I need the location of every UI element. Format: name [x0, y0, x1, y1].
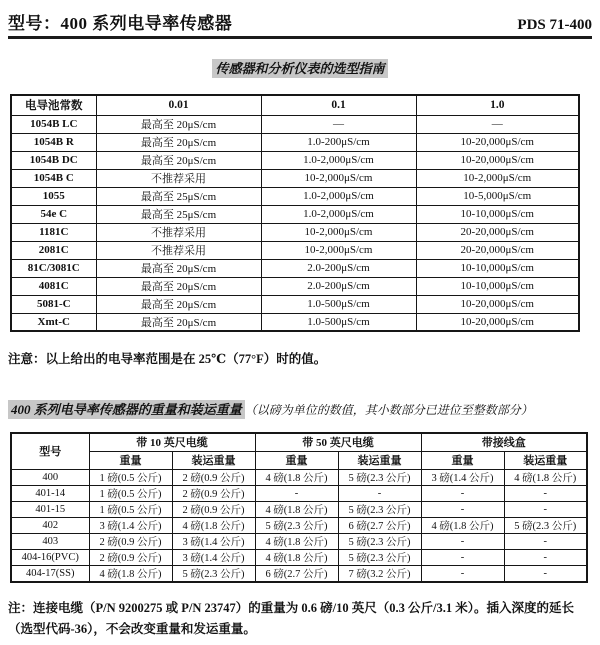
col-header-model: 型号 [11, 433, 89, 469]
cell: 5 磅(2.3 公斤) [338, 501, 421, 517]
cell: 1.0-200μS/cm [261, 133, 416, 151]
cell: 2 磅(0.9 公斤) [172, 501, 255, 517]
cell: 4 磅(1.8 公斤) [89, 565, 172, 582]
cell: 4 磅(1.8 公斤) [255, 501, 338, 517]
model-cell: 401-15 [11, 501, 89, 517]
cell: 3 磅(1.4 公斤) [421, 469, 504, 485]
cell: - [421, 565, 504, 582]
section1-title-wrap [0, 58, 600, 78]
model-cell: 403 [11, 533, 89, 549]
weight-table [10, 432, 588, 583]
cell: 1 磅(0.5 公斤) [89, 501, 172, 517]
group-header-10ft-cable: 带 10 英尺电缆 [89, 433, 255, 451]
model-cell: 1055 [11, 187, 96, 205]
cell: 2 磅(0.9 公斤) [89, 533, 172, 549]
cell: 10-20,000μS/cm [416, 151, 579, 169]
model-cell: 1054B C [11, 169, 96, 187]
model-cell: 404-17(SS) [11, 565, 89, 582]
cell: 最高至 25μS/cm [96, 187, 261, 205]
cell: 最高至 20μS/cm [96, 277, 261, 295]
table-row [11, 205, 579, 223]
table-row [11, 277, 579, 295]
cell: 4 磅(1.8 公斤) [255, 549, 338, 565]
table-row [11, 259, 579, 277]
model-cell: Xmt-C [11, 313, 96, 331]
model-cell: 54e C [11, 205, 96, 223]
table-row [11, 115, 579, 133]
table-row [11, 469, 587, 485]
model-cell: 1054B R [11, 133, 96, 151]
subheader-shipping-weight: 装运重量 [172, 451, 255, 469]
cell: - [504, 565, 587, 582]
cell: - [421, 549, 504, 565]
cell: 5 磅(2.3 公斤) [172, 565, 255, 582]
subheader-shipping-weight: 装运重量 [338, 451, 421, 469]
model-cell: 402 [11, 517, 89, 533]
cell: 最高至 20μS/cm [96, 313, 261, 331]
section1-title: 传感器和分析仪表的选型指南 [212, 59, 387, 78]
group-header-50ft-cable: 带 50 英尺电缆 [255, 433, 421, 451]
table-row [11, 241, 579, 259]
header-rule [8, 36, 592, 39]
cell: 3 磅(1.4 公斤) [172, 533, 255, 549]
cell: 10-10,000μS/cm [416, 205, 579, 223]
cell: 4 磅(1.8 公斤) [504, 469, 587, 485]
table-row [11, 223, 579, 241]
col-header-cell-constant: 电导池常数 [11, 95, 96, 115]
model-cell: 2081C [11, 241, 96, 259]
model-cell: 400 [11, 469, 89, 485]
cell: 10-2,000μS/cm [261, 169, 416, 187]
cell: 7 磅(3.2 公斤) [338, 565, 421, 582]
cell: 1 磅(0.5 公斤) [89, 485, 172, 501]
cell: 最高至 20μS/cm [96, 133, 261, 151]
document-header [8, 9, 592, 34]
cell: 不推荐采用 [96, 169, 261, 187]
table-row [11, 549, 587, 565]
cell: 10-2,000μS/cm [261, 223, 416, 241]
cell: 最高至 20μS/cm [96, 259, 261, 277]
cell: 5 磅(2.3 公斤) [338, 533, 421, 549]
cell: 最高至 25μS/cm [96, 205, 261, 223]
cell: 4 磅(1.8 公斤) [255, 533, 338, 549]
cell: - [504, 485, 587, 501]
cell: 10-2,000μS/cm [261, 241, 416, 259]
cell: 4 磅(1.8 公斤) [255, 469, 338, 485]
cell: 20-20,000μS/cm [416, 223, 579, 241]
cell: 5 磅(2.3 公斤) [255, 517, 338, 533]
model-cell: 81C/3081C [11, 259, 96, 277]
cell: 6 磅(2.7 公斤) [255, 565, 338, 582]
model-cell: 4081C [11, 277, 96, 295]
cell: — [416, 115, 579, 133]
subheader-weight: 重量 [89, 451, 172, 469]
cell: - [421, 485, 504, 501]
cell: 5 磅(2.3 公斤) [338, 469, 421, 485]
subheader-shipping-weight: 装运重量 [504, 451, 587, 469]
cell: - [504, 533, 587, 549]
table-row [11, 295, 579, 313]
model-cell: 404-16(PVC) [11, 549, 89, 565]
cell: 5 磅(2.3 公斤) [338, 549, 421, 565]
cell: - [421, 533, 504, 549]
cable-weight-note: 注：连接电缆（P/N 9200275 或 P/N 23747）的重量为 0.6 磅/10 英尺（0.3 公斤/3.1 米）。插入深度的延长（选型代码-36），不会改变重量和发运重量。 [8, 601, 574, 636]
cell: 2 磅(0.9 公斤) [89, 549, 172, 565]
cell: 10-10,000μS/cm [416, 277, 579, 295]
cell: 最高至 20μS/cm [96, 295, 261, 313]
section2-title-rest: （以磅为单位的数值，其小数部分已进位至整数部分） [244, 403, 533, 417]
cell: 4 磅(1.8 公斤) [172, 517, 255, 533]
cell: 10-20,000μS/cm [416, 313, 579, 331]
cell: 1 磅(0.5 公斤) [89, 469, 172, 485]
cell: - [504, 549, 587, 565]
cell: 2.0-200μS/cm [261, 277, 416, 295]
cell: 5 磅(2.3 公斤) [504, 517, 587, 533]
col-header-0.1: 0.1 [261, 95, 416, 115]
table-row [11, 501, 587, 517]
model-cell: 1054B DC [11, 151, 96, 169]
cell: 2 磅(0.9 公斤) [172, 485, 255, 501]
col-header-1.0: 1.0 [416, 95, 579, 115]
model-cell: 1181C [11, 223, 96, 241]
cell: 最高至 20μS/cm [96, 115, 261, 133]
table-row [11, 565, 587, 582]
table-header-row [11, 95, 579, 115]
document-number: PDS 71-400 [517, 17, 592, 33]
cell: - [421, 501, 504, 517]
model-cell: 1054B LC [11, 115, 96, 133]
cell: 2 磅(0.9 公斤) [172, 469, 255, 485]
cell: 3 磅(1.4 公斤) [89, 517, 172, 533]
cell: 1.0-2,000μS/cm [261, 187, 416, 205]
cell: — [261, 115, 416, 133]
table-row [11, 151, 579, 169]
table-row [11, 187, 579, 205]
cell: 10-10,000μS/cm [416, 259, 579, 277]
cell: 20-20,000μS/cm [416, 241, 579, 259]
col-header-0.01: 0.01 [96, 95, 261, 115]
group-header-junction-box: 带接线盒 [421, 433, 587, 451]
cell: 1.0-500μS/cm [261, 313, 416, 331]
model-cell: 401-14 [11, 485, 89, 501]
section2-title [8, 399, 592, 418]
cell: - [255, 485, 338, 501]
cell: 10-20,000μS/cm [416, 295, 579, 313]
table-row [11, 169, 579, 187]
section2-title-highlight: 400 系列电导率传感器的重量和装运重量 [8, 400, 245, 419]
cell: 10-5,000μS/cm [416, 187, 579, 205]
table-subheader-row [11, 451, 587, 469]
cell: 1.0-2,000μS/cm [261, 151, 416, 169]
subheader-weight: 重量 [421, 451, 504, 469]
cell: 最高至 20μS/cm [96, 151, 261, 169]
table-row [11, 313, 579, 331]
cell: 不推荐采用 [96, 223, 261, 241]
cell: 1.0-2,000μS/cm [261, 205, 416, 223]
table-row [11, 533, 587, 549]
page-title: 型号：400 系列电导率传感器 [8, 14, 233, 33]
model-cell: 5081-C [11, 295, 96, 313]
subheader-weight: 重量 [255, 451, 338, 469]
table-row [11, 485, 587, 501]
cell: 6 磅(2.7 公斤) [338, 517, 421, 533]
cell: 不推荐采用 [96, 241, 261, 259]
table-group-header-row [11, 433, 587, 451]
cell: 10-2,000μS/cm [416, 169, 579, 187]
temperature-note: 注意：以上给出的电导率范围是在 25℃（77°F）时的值。 [8, 352, 327, 366]
selection-guide-table [10, 94, 580, 332]
table-row [11, 517, 587, 533]
cell: - [504, 501, 587, 517]
cell: 4 磅(1.8 公斤) [421, 517, 504, 533]
cell: 1.0-500μS/cm [261, 295, 416, 313]
cell: 10-20,000μS/cm [416, 133, 579, 151]
cell: 2.0-200μS/cm [261, 259, 416, 277]
table-row [11, 133, 579, 151]
cell: 3 磅(1.4 公斤) [172, 549, 255, 565]
cell: - [338, 485, 421, 501]
